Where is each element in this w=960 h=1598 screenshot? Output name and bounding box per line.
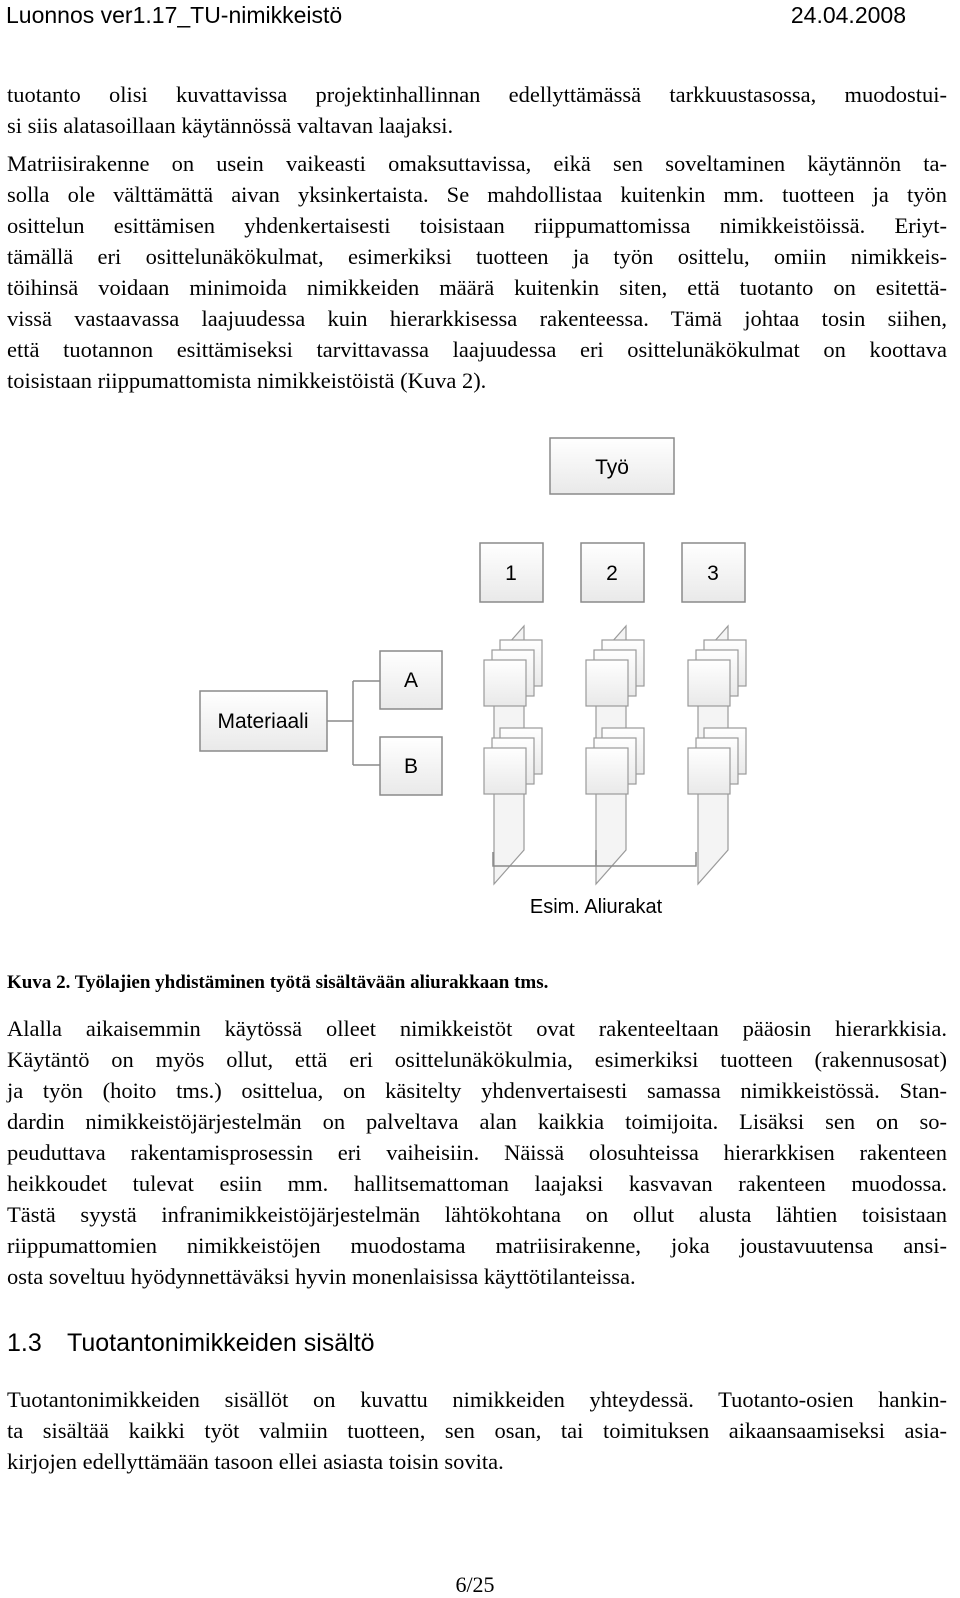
bracket xyxy=(493,850,696,866)
document-date: 24.04.2008 xyxy=(790,2,906,28)
section-number: 1.3 xyxy=(7,1329,42,1357)
text-line: riippumattomien nimikkeistöjen muodostama matriisirakenne, joka joustavuutensa ansi- xyxy=(7,1233,947,1258)
matrix-cell xyxy=(586,748,628,794)
text-line: solla ole välttämättä aivan yksinkertaista. Se mahdollistaa kuitenkin mm. tuotteen ja työn xyxy=(7,182,947,207)
matrix-cell xyxy=(484,660,526,706)
materiaali-label: Materiaali xyxy=(217,710,309,733)
paragraph-1 xyxy=(7,79,947,141)
text-line: ta sisältää kaikki työt valmiin tuotteen, sen osan, tai toimituksen aikaansaamiseksi asia- xyxy=(7,1418,947,1443)
text-line: Matriisirakenne on usein vaikeasti omaksuttavissa, eikä sen soveltaminen käytännön ta- xyxy=(7,151,947,176)
text-line: osta soveltuu hyödynnettäväksi hyvin monenlaisissa käyttötilanteissa. xyxy=(7,1264,636,1289)
tree-connector xyxy=(327,681,380,765)
row-label-a: A xyxy=(403,669,419,692)
matrix-cell xyxy=(688,660,730,706)
text-line: toisistaan riippumattomista nimikkeistöistä (Kuva 2). xyxy=(7,368,487,393)
column-label-1: 1 xyxy=(505,562,517,585)
text-line: ja työn (hoito tms.) osittelua, on käsitelty yhdenvertaisesti samassa nimikkeistössä. Stan- xyxy=(7,1078,947,1103)
text-line: Käytäntö on myös ollut, että eri osittelunäkökulmia, esimerkiksi tuotteen (rakennusosat) xyxy=(7,1047,947,1072)
text-line: heikkoudet tulevat esiin mm. hallitsemattoman laajaksi kasvavan rakenteen muodossa. xyxy=(7,1171,947,1196)
text-line: Tuotantonimikkeiden sisällöt on kuvattu nimikkeiden yhteydessä. Tuotanto-osien hankin- xyxy=(7,1387,947,1412)
text-line: tuotanto olisi kuvattavissa projektinhallinnan edellyttämässä tarkkuustasossa, muodostui- xyxy=(7,82,947,107)
matrix-figure xyxy=(0,420,960,930)
section-title: Tuotantonimikkeiden sisältö xyxy=(67,1329,375,1357)
matrix-cell xyxy=(688,748,730,794)
text-line: dardin nimikkeistöjärjestelmän on palveltava alan kaikkia toimijoita. Lisäksi sen on so- xyxy=(7,1109,947,1134)
text-line: vissä vastaavassa laajuudessa kuin hierarkkisessa rakenteessa. Tämä johtaa tosin siihen, xyxy=(7,306,947,331)
text-line: osittelun esittämisen yhdenkertaisesti toisistaan riippumattomissa nimikkeistöissä. Eriyt- xyxy=(7,213,947,238)
page-header xyxy=(6,2,906,32)
column-label-2: 2 xyxy=(606,562,618,585)
paragraph-2 xyxy=(7,148,947,396)
text-line: Alalla aikaisemmin käytössä olleet nimikkeistöt ovat rakenteeltaan pääosin hierarkkisia. xyxy=(7,1016,947,1041)
matrix-cell xyxy=(586,660,628,706)
text-line: tämällä eri osittelunäkökulmat, esimerkiksi tuotteen ja työn osittelu, omiin nimikkeis- xyxy=(7,244,947,269)
document-title: Luonnos ver1.17_TU-nimikkeistö xyxy=(6,2,343,28)
paragraph-3 xyxy=(7,1013,947,1292)
text-line: kirjojen edellyttämään tasoon ellei asiasta toisin sovita. xyxy=(7,1449,504,1474)
row-label-b: B xyxy=(403,755,419,778)
bracket-label: Esim. Aliurakat xyxy=(529,896,663,918)
matrix-cells xyxy=(484,626,746,884)
page-number: 6/25 xyxy=(455,1572,495,1597)
text-line: että tuotannon esittämiseksi tarvittavassa laajuudessa eri osittelunäkökulmat on koottava xyxy=(7,337,947,362)
column-label-3: 3 xyxy=(707,562,719,585)
text-line: töihinsä voidaan minimoida nimikkeiden määrä kuitenkin siten, että tuotanto on esitettä- xyxy=(7,275,947,300)
text-line: si siis alatasoillaan käytännössä valtavan laajaksi. xyxy=(7,113,454,138)
section-heading xyxy=(7,1329,375,1358)
figure-caption: Kuva 2. Työlajien yhdistäminen työtä sisältävään aliurakkaan tms. xyxy=(7,972,549,993)
matrix-cell xyxy=(484,748,526,794)
tyo-label: Työ xyxy=(595,456,629,479)
text-line: Tästä syystä infranimikkeistöjärjestelmän lähtökohtana on ollut alusta lähtien toisistaan xyxy=(7,1202,947,1227)
text-line: peuduttava rakentamisprosessin eri vaiheisiin. Näissä olosuhteissa hierarkkisen rakenteen xyxy=(7,1140,947,1165)
paragraph-4 xyxy=(7,1384,947,1477)
